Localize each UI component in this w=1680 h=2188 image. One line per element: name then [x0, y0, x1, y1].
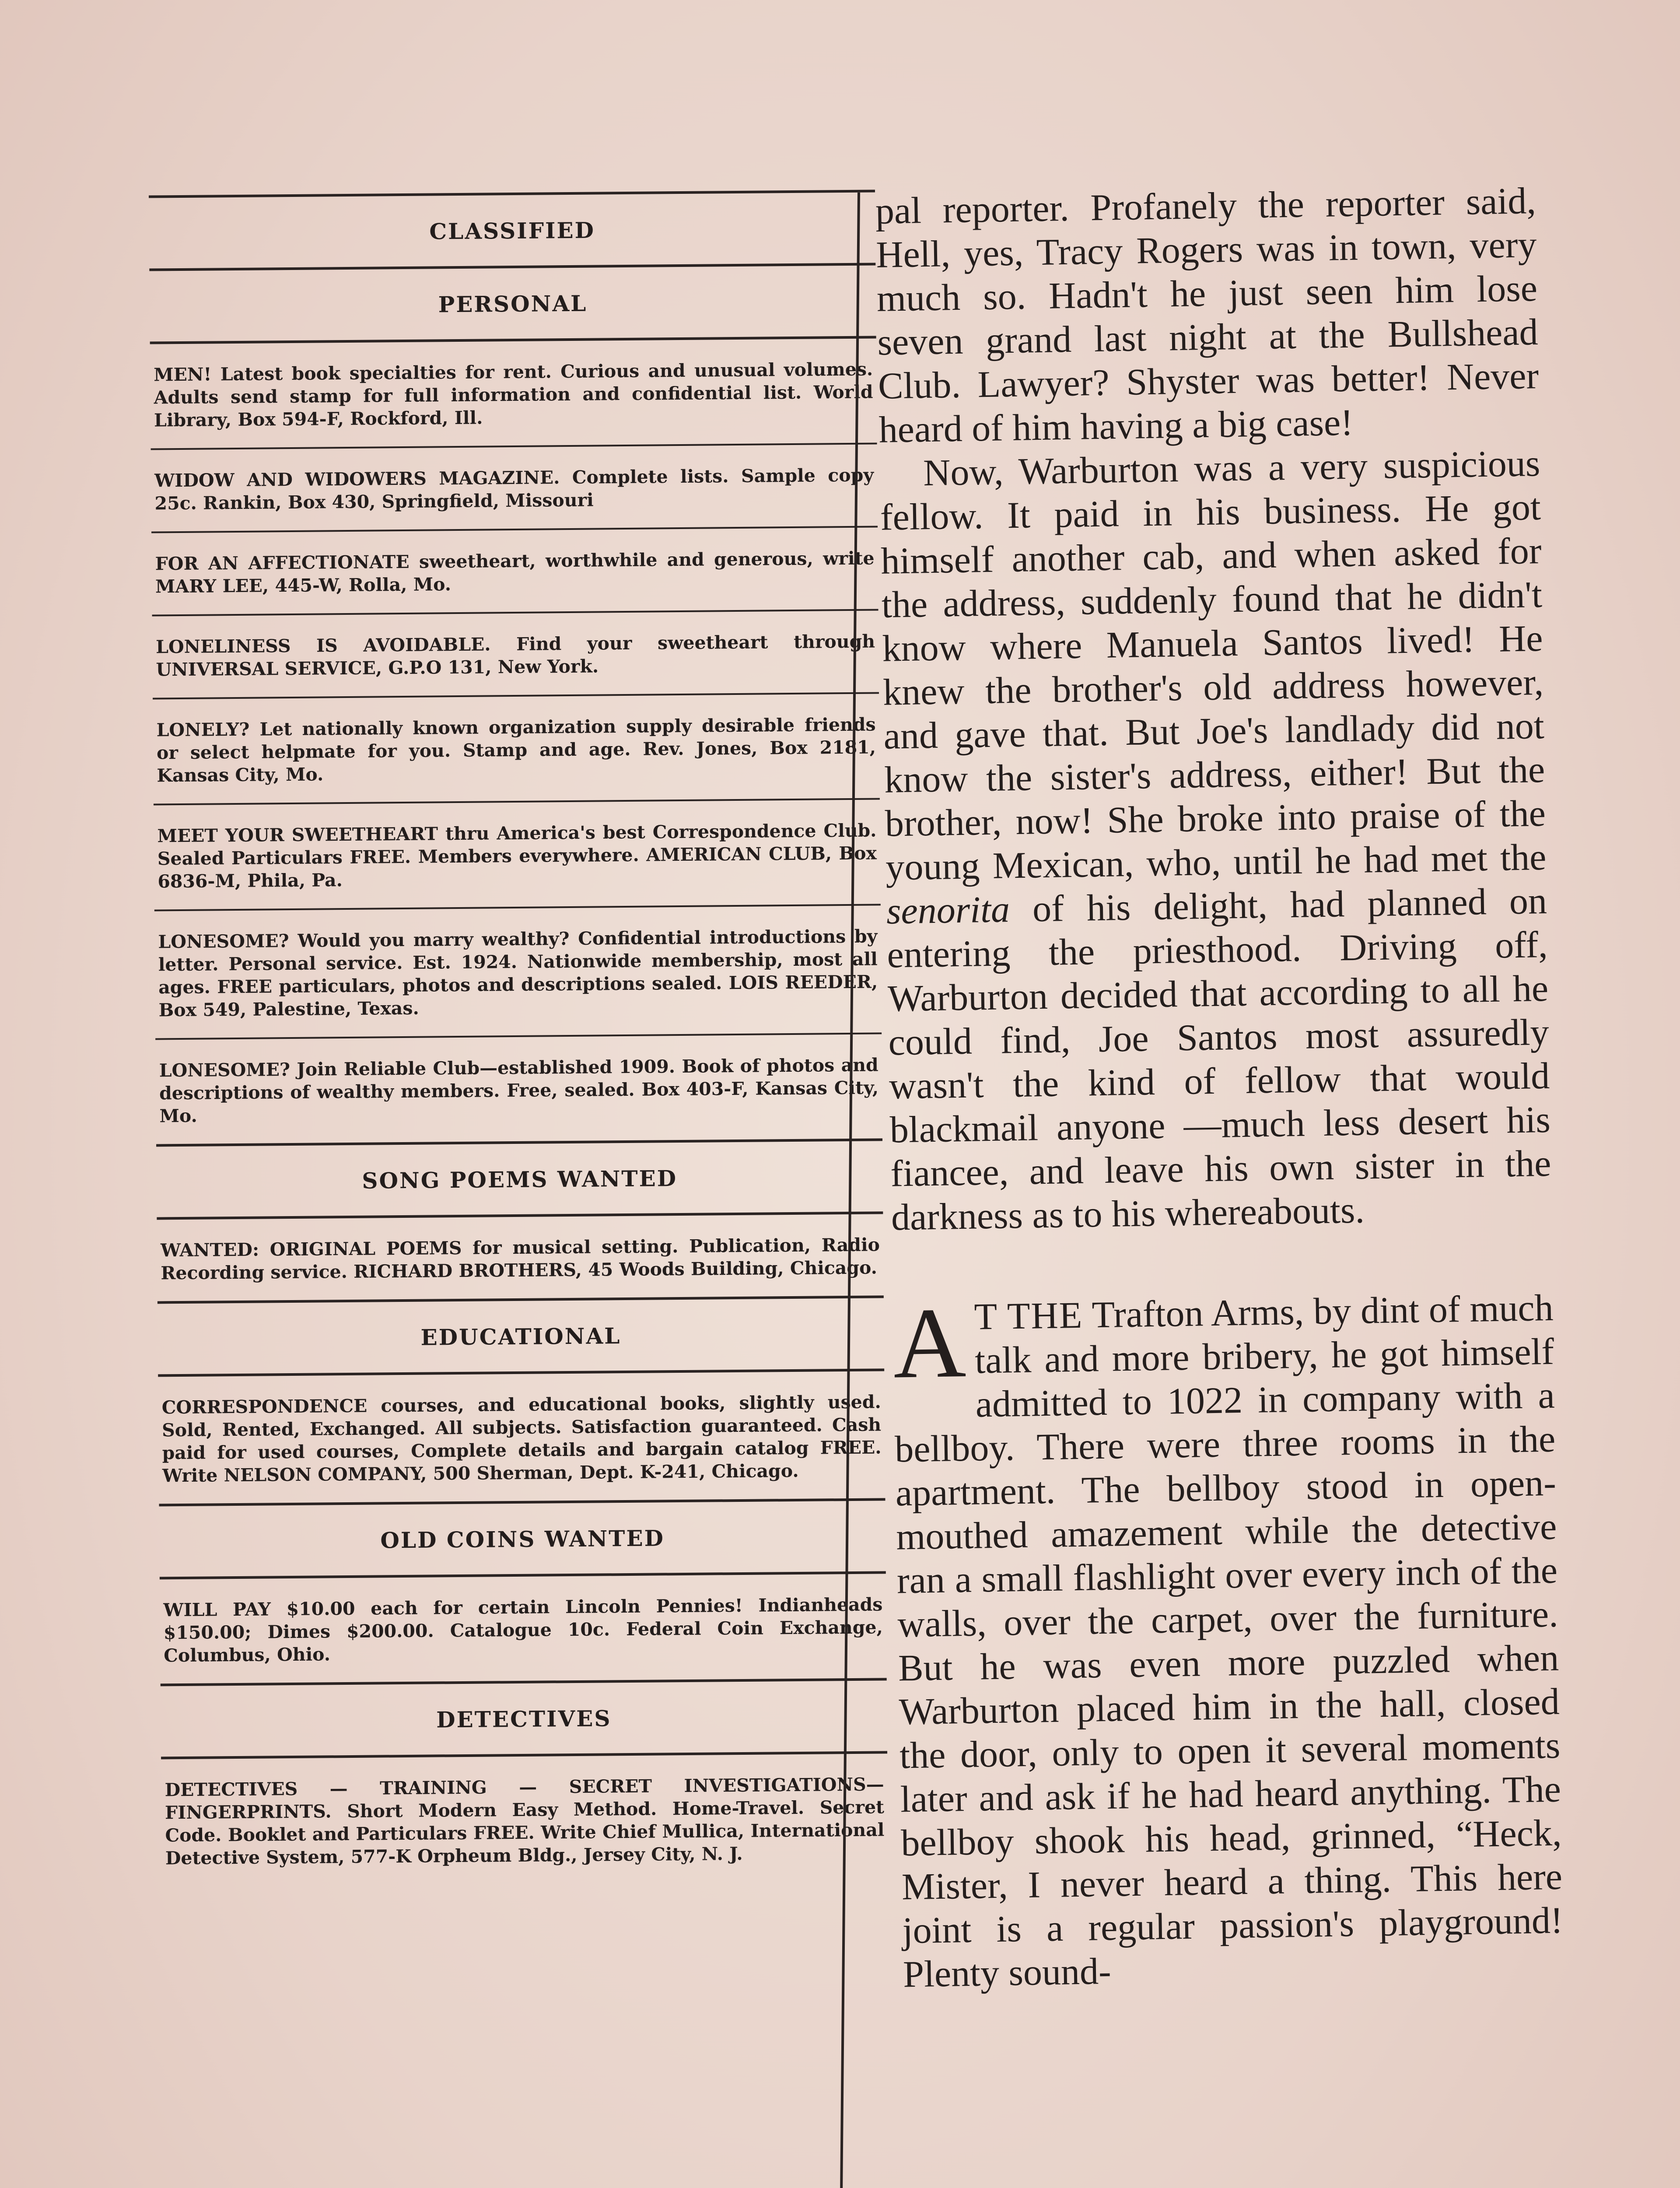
classified-ad: FOR AN AFFECTIONATE sweetheart, worthwhile and generous, write MARY LEE, 445-W, Rolla, Mo.	[151, 527, 878, 616]
story-paragraph	[892, 1286, 1564, 1996]
story-text: Now, Warburton was a very suspicious fellow. It paid in his business. He got himself another cab, and when asked for the address, suddenly found that he didn't know where Manuela Santos lived! He knew the brother's old address however, and gave that. But Joe's landlady did not know the sister's address, either! But the brother, now! She broke into praise of the young Mexican, who, until he had met the	[880, 442, 1547, 888]
story-text: Trafton Arms, by dint of much talk and more bribery, he got himself admitted to 1022 in company with a bellboy. There were three rooms in the apartment. The bellboy stood in open-mouthed amazement while the detective ran a small flashlight over every inch of the walls, over the carpet, over the furniture. But he was even more puzzled when Warburton placed him in the hall, closed the door, only to open it several moments later and ask if he had heard anything. The bellboy shook his head, grinned, “Heck, Mister, I never heard a thing. This here joint is a regular passion's playground! Plenty sound-	[894, 1286, 1564, 1995]
section-break	[892, 1229, 1553, 1296]
classified-column	[149, 189, 892, 2188]
drop-cap: A	[892, 1286, 967, 1399]
story-lead-words: T THE	[973, 1294, 1083, 1338]
classified-ad: WANTED: ORIGINAL POEMS for musical setting. Publication, Radio Recording service. RICHARD BROTHERS, 45 Woods Building, Chicago.	[160, 1234, 880, 1284]
section-heading-song-poems: SONG POEMS WANTED	[362, 1165, 678, 1194]
story-text: of his delight, had planned on entering the priesthood. Driving off, Warburton decided that according to all he could find, Joe Santos most assuredly wasn't the kind of fellow that would blackmail anyone —much less desert his fiancee, and leave his own sister in the darkness as to his whereabouts.	[886, 879, 1552, 1238]
story-italic-word: senorita	[886, 888, 1010, 932]
classified-ad: WIDOW AND WIDOWERS MAGAZINE. Complete lists. Sample copy 25c. Rankin, Box 430, Springfield, Missouri	[151, 444, 878, 533]
classified-ad: LONESOME? Join Reliable Club—established 1909. Book of photos and descriptions of wealthy members. Free, sealed. Box 403-F, Kansas City, Mo.	[159, 1054, 879, 1127]
classified-ad: CORRESPONDENCE courses, and educational books, slightly used. Sold, Rented, Exchanged. All subjects. Satisfaction guaranteed. Cash paid for used courses, Complete details and bargain catalog FREE. Write NELSON COMPANY, 500 Sherman, Dept. K-241, Chicago.	[161, 1391, 882, 1487]
classified-ad: MEET YOUR SWEETHEART thru America's best Correspondence Club. Sealed Particulars FREE. Members everywhere. AMERICAN CLUB, Box 6836-M, Phila, Pa.	[154, 799, 881, 911]
classified-ad: LONELY? Let nationally known organization supply desirable friends or select helpmate for you. Stamp and age. Rev. Jones, Box 2181, Kansas City, Mo.	[153, 694, 880, 805]
section-heading-detectives: DETECTIVES	[436, 1705, 612, 1733]
story-paragraph	[879, 441, 1552, 1239]
classified-ad: WILL PAY $10.00 each for certain Lincoln Pennies! Indianheads $150.00; Dimes $200.00. Catalogue 10c. Federal Coin Exchange, Columbus, Ohio.	[163, 1594, 883, 1666]
classified-heading: CLASSIFIED	[429, 217, 595, 245]
section-heading-old-coins: OLD COINS WANTED	[380, 1525, 665, 1553]
story-column	[875, 179, 1564, 1996]
classified-ad: MEN! Latest book specialties for rent. Curious and unusual volumes. Adults send stamp for full information and confidential list. World Library, Box 594-F, Rockford, Ill.	[150, 338, 877, 450]
story-paragraph: pal reporter. Profanely the reporter said, Hell, yes, Tracy Rogers was in town, very much so. Hadn't he just seen him lose seven grand last night at the Bullshead Club. Lawyer? Shyster was better! Never heard of him having a big case!	[875, 179, 1539, 451]
classified-ad: DETECTIVES — TRAINING — SECRET INVESTIGATIONS—FINGERPRINTS. Short Modern Easy Method. Home-Travel. Secret Code. Booklet and Particulars FREE. Write Chief Mullica, International Detective System, 577-K Orpheum Bldg., Jersey City, N. J.	[164, 1774, 885, 1869]
section-heading-personal: PERSONAL	[438, 290, 588, 318]
classified-ad: LONESOME? Would you marry wealthy? Confidential introductions by letter. Personal service. Est. 1924. Nationwide membership, most all ages. FREE particulars, photos and descriptions sealed. LOIS REEDER, Box 549, Palestine, Texas.	[154, 905, 882, 1040]
section-heading-educational: EDUCATIONAL	[420, 1323, 621, 1350]
classified-ad: LONELINESS IS AVOIDABLE. Find your sweetheart through UNIVERSAL SERVICE, G.P.O 131, New York.	[152, 610, 879, 699]
